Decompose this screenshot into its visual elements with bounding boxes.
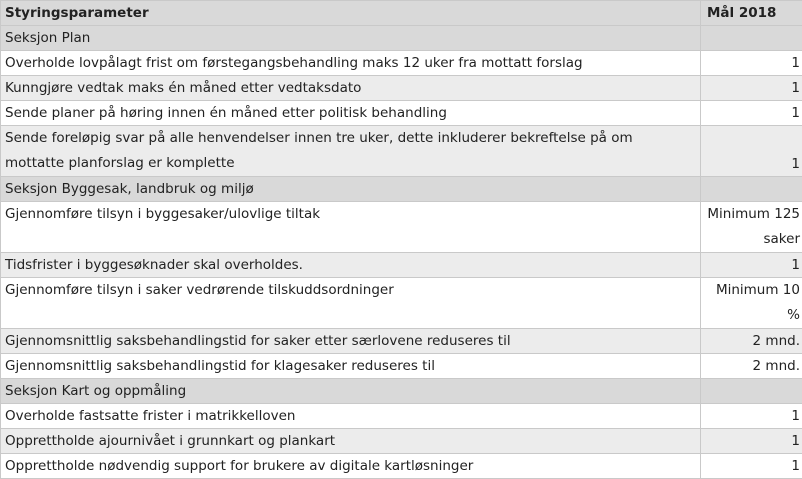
row-label: Gjennomføre tilsyn i byggesaker/ulovlige tiltak (1, 202, 701, 253)
row-value: 2 mnd. (701, 354, 802, 379)
row-label: Overholde fastsatte frister i matrikkelloven (1, 404, 701, 429)
row-value: 1 (701, 404, 802, 429)
row-value: Minimum 10 % (701, 278, 802, 329)
row-label: Opprettholde ajournivået i grunnkart og plankart (1, 429, 701, 454)
row-value: 1 (701, 454, 802, 479)
section-blank (701, 26, 802, 51)
row-label: Gjennomsnittlig saksbehandlingstid for klagesaker reduseres til (1, 354, 701, 379)
header-target: Mål 2018 (701, 1, 802, 26)
table-row (1, 429, 802, 454)
section-blank (701, 177, 802, 202)
table-row (1, 101, 802, 126)
section-label: Seksjon Kart og oppmåling (1, 379, 701, 404)
row-label: Kunngjøre vedtak maks én måned etter vedtaksdato (1, 76, 701, 101)
table-row (1, 354, 802, 379)
table-row (1, 278, 802, 329)
row-label: Gjennomsnittlig saksbehandlingstid for saker etter særlovene reduseres til (1, 329, 701, 354)
row-label: Sende foreløpig svar på alle henvendelser innen tre uker, dette inkluderer bekreftelse på om mottatte planforslag er komplette (1, 126, 701, 177)
table-row (1, 329, 802, 354)
row-value: 1 (701, 101, 802, 126)
header-param: Styringsparameter (1, 1, 701, 26)
row-value: Minimum 125 saker (701, 202, 802, 253)
section-label: Seksjon Plan (1, 26, 701, 51)
section-row-plan (1, 26, 802, 51)
table-row (1, 202, 802, 253)
section-row-kart (1, 379, 802, 404)
table-row (1, 126, 802, 177)
section-blank (701, 379, 802, 404)
row-value: 1 (701, 126, 802, 177)
row-label: Overholde lovpålagt frist om førstegangsbehandling maks 12 uker fra mottatt forslag (1, 51, 701, 76)
table-row (1, 253, 802, 278)
row-label: Gjennomføre tilsyn i saker vedrørende tilskuddsordninger (1, 278, 701, 329)
table-row (1, 76, 802, 101)
row-value: 1 (701, 253, 802, 278)
section-row-bygg (1, 177, 802, 202)
table-row (1, 51, 802, 76)
row-value: 1 (701, 429, 802, 454)
row-label: Tidsfrister i byggesøknader skal overholdes. (1, 253, 701, 278)
row-value: 2 mnd. (701, 329, 802, 354)
row-label: Sende planer på høring innen én måned etter politisk behandling (1, 101, 701, 126)
row-value: 1 (701, 51, 802, 76)
table-row (1, 454, 802, 479)
row-value: 1 (701, 76, 802, 101)
table-row (1, 404, 802, 429)
row-label: Opprettholde nødvendig support for brukere av digitale kartløsninger (1, 454, 701, 479)
header-row (1, 1, 802, 26)
section-label: Seksjon Byggesak, landbruk og miljø (1, 177, 701, 202)
